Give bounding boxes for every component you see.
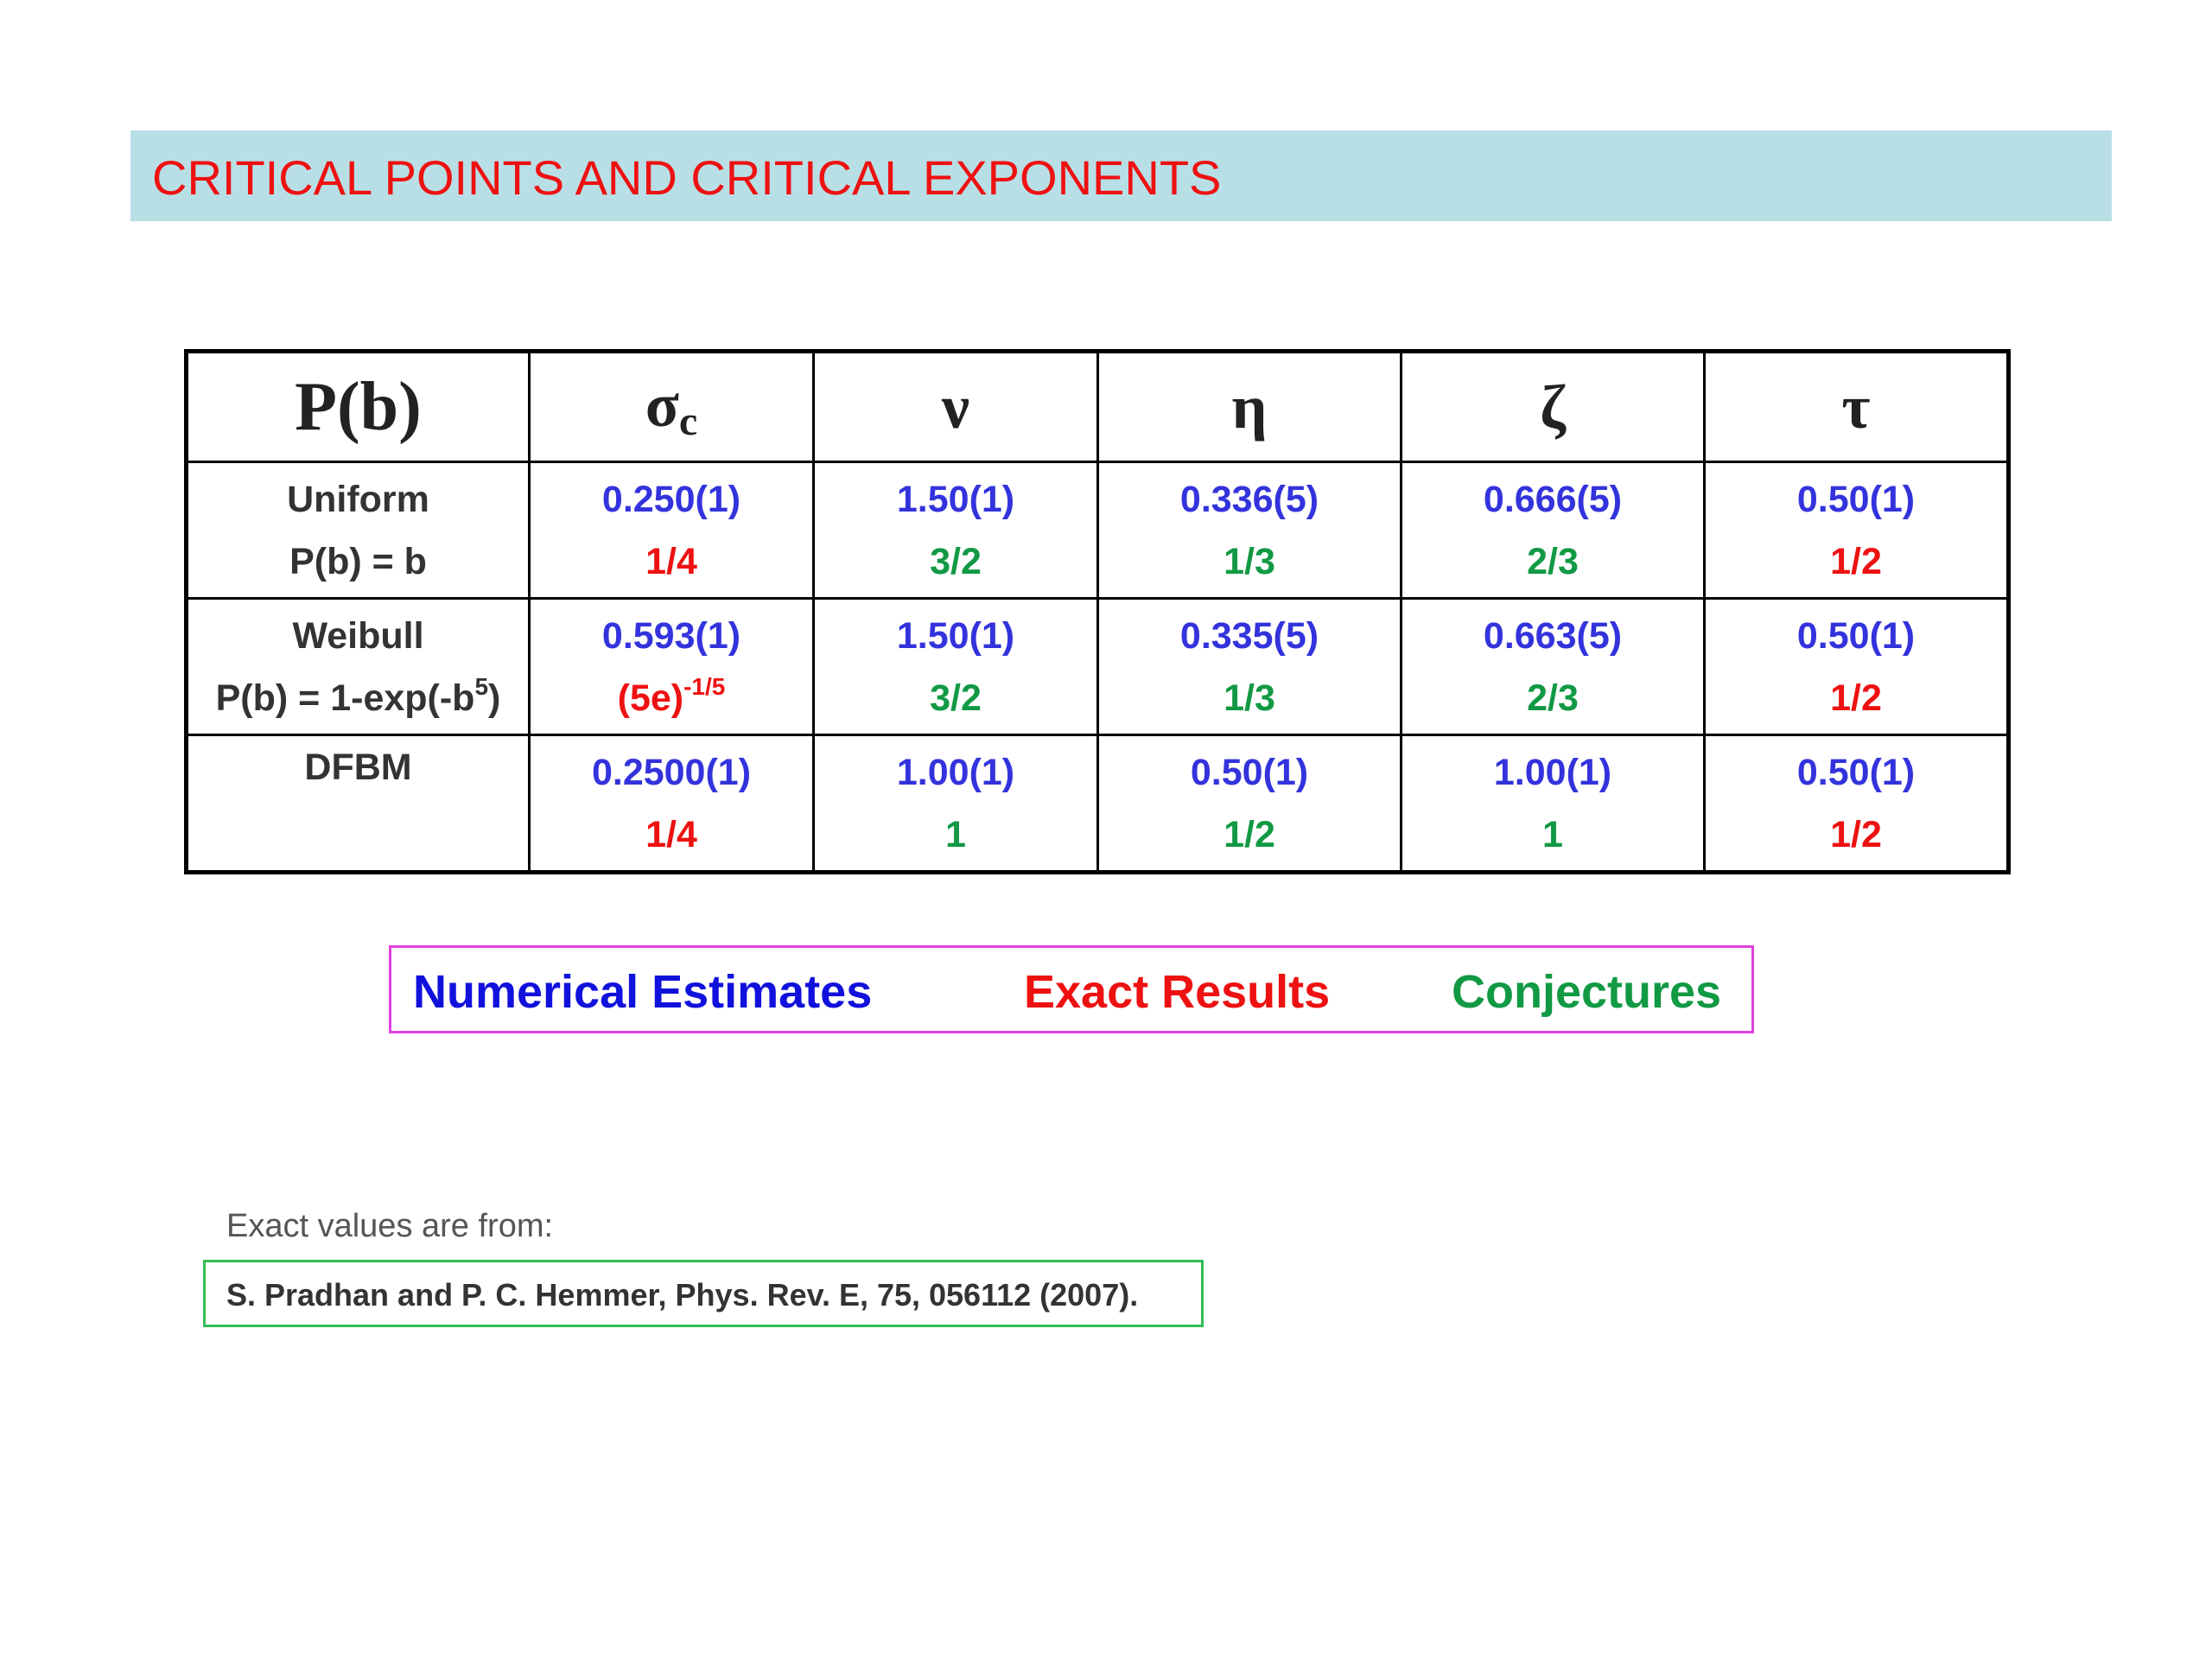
reference-box	[203, 1260, 1204, 1327]
numerical-estimate: 0.50(1)	[1796, 751, 1916, 793]
cell-tau-uniform	[1705, 462, 2009, 599]
numerical-estimate: 0.666(5)	[1483, 478, 1623, 520]
row-label-uniform	[187, 462, 530, 599]
table-row-weibull	[187, 599, 2009, 735]
conjecture: 3/2	[930, 677, 982, 719]
distribution-name: Weibull	[292, 614, 424, 657]
conjecture: 2/3	[1527, 677, 1579, 719]
distribution-name: DFBM	[304, 747, 412, 788]
row-label-dfbm	[187, 735, 530, 873]
cell-tau-dfbm	[1705, 735, 2009, 873]
conjecture: 1/2	[1224, 813, 1275, 855]
header-pb: P(b)	[187, 352, 530, 462]
title-bar	[130, 130, 2112, 221]
reference-citation: S. Pradhan and P. C. Hemmer, Phys. Rev. E, 75, 056112 (2007).	[226, 1277, 1139, 1313]
numerical-estimate: 1.50(1)	[896, 478, 1015, 520]
numerical-estimate: 0.50(1)	[1796, 614, 1916, 657]
cell-zeta-uniform	[1402, 462, 1705, 599]
conjecture: 1/3	[1224, 540, 1275, 582]
color-legend	[389, 945, 1754, 1033]
exact-result: 1/4	[645, 540, 697, 582]
legend-conjectures: Conjectures	[1452, 966, 1722, 1018]
header-tau: τ	[1705, 352, 2009, 462]
header-row	[187, 352, 2009, 462]
distribution-formula: P(b) = b	[289, 540, 427, 582]
cell-nu-dfbm	[814, 735, 1098, 873]
cell-nu-uniform	[814, 462, 1098, 599]
numerical-estimate: 0.335(5)	[1179, 614, 1319, 657]
slide-title: CRITICAL POINTS AND CRITICAL EXPONENTS	[152, 150, 1222, 205]
conjecture: 1/3	[1224, 677, 1275, 719]
cell-eta-weibull	[1098, 599, 1402, 735]
numerical-estimate: 0.2500(1)	[591, 751, 752, 793]
numerical-estimate: 0.250(1)	[601, 478, 741, 520]
numerical-estimate: 0.593(1)	[601, 614, 741, 657]
numerical-estimate: 0.663(5)	[1483, 614, 1623, 657]
source-label: Exact values are from:	[226, 1208, 554, 1244]
exponents-table	[184, 349, 2011, 874]
table-row-uniform	[187, 462, 2009, 599]
distribution-name: Uniform	[287, 478, 429, 520]
cell-nu-weibull	[814, 599, 1098, 735]
conjecture: 1	[1542, 813, 1563, 855]
numerical-estimate: 1.00(1)	[896, 751, 1015, 793]
cell-eta-uniform	[1098, 462, 1402, 599]
numerical-estimate: 0.336(5)	[1179, 478, 1319, 520]
cell-eta-dfbm	[1098, 735, 1402, 873]
exact-result: 1/2	[1830, 540, 1882, 582]
legend-exact-results: Exact Results	[1024, 966, 1331, 1018]
exact-result: 1/2	[1830, 677, 1882, 719]
table-row-dfbm	[187, 735, 2009, 873]
header-nu: ν	[814, 352, 1098, 462]
distribution-formula: $P(b) = 1-\exp(-b^5)$	[215, 672, 501, 719]
cell-zeta-dfbm	[1402, 735, 1705, 873]
exact-result: $(5e)^{-1/5}$	[617, 672, 726, 719]
header-eta: η	[1098, 352, 1402, 462]
numerical-estimate: 0.50(1)	[1796, 478, 1916, 520]
numerical-estimate: 0.50(1)	[1190, 751, 1309, 793]
conjecture: 2/3	[1527, 540, 1579, 582]
cell-sigma-weibull	[530, 599, 814, 735]
exact-result: 1/4	[645, 813, 697, 855]
cell-tau-weibull	[1705, 599, 2009, 735]
numerical-estimate: 1.00(1)	[1493, 751, 1612, 793]
numerical-estimate: 1.50(1)	[896, 614, 1015, 657]
cell-sigma-dfbm	[530, 735, 814, 873]
conjecture: 3/2	[930, 540, 982, 582]
cell-sigma-uniform	[530, 462, 814, 599]
header-zeta: ζ	[1402, 352, 1705, 462]
row-label-weibull	[187, 599, 530, 735]
exact-result: 1/2	[1830, 813, 1882, 855]
cell-zeta-weibull	[1402, 599, 1705, 735]
legend-numerical-estimates: Numerical Estimates	[413, 966, 873, 1018]
conjecture: 1	[945, 813, 966, 855]
exponents-table-wrapper	[184, 349, 2011, 874]
header-sigma-c: σc	[530, 352, 814, 462]
